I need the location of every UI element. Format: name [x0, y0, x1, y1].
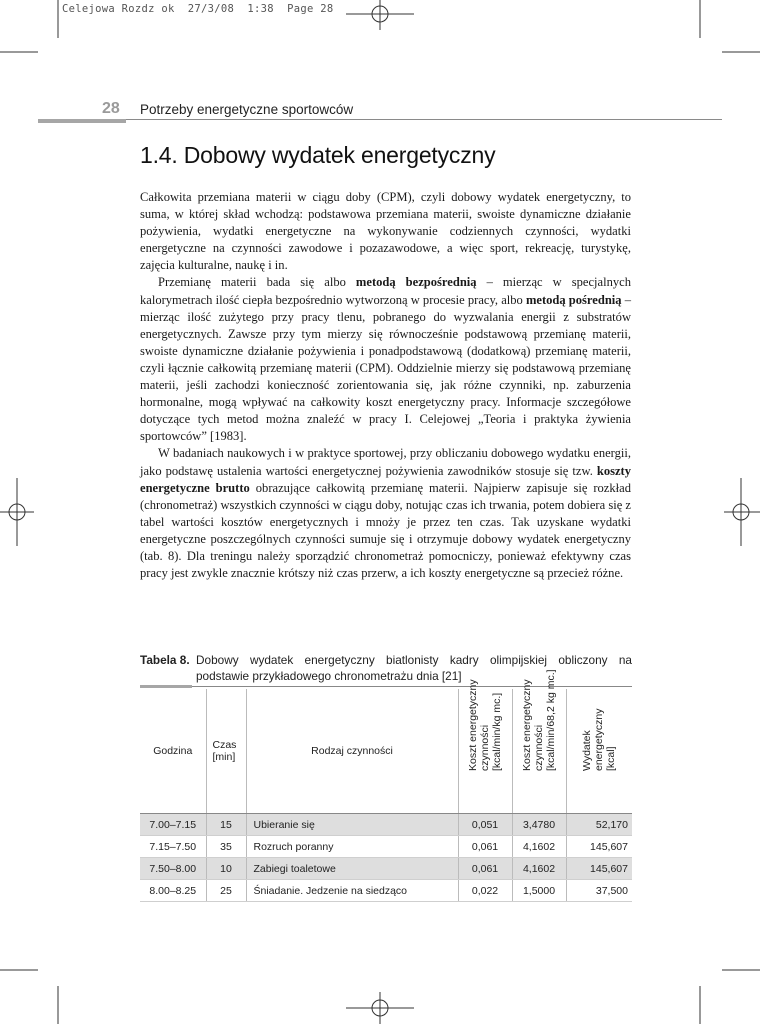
body-text: [140, 189, 631, 582]
cell-rodzaj: Rozruch poranny: [246, 836, 458, 858]
cell-czas: 35: [206, 836, 246, 858]
cell-czas: 25: [206, 880, 246, 902]
table-row: [140, 880, 632, 902]
cell-wydatek: 52,170: [566, 814, 632, 836]
term-direct-method: metodą bezpośrednią: [355, 275, 477, 290]
cell-koszt-kg: 0,061: [458, 836, 512, 858]
cell-koszt-kg: 0,061: [458, 858, 512, 880]
table-header-row: [140, 689, 632, 814]
registration-mark-bottom: [346, 992, 414, 1024]
cell-wydatek: 37,500: [566, 880, 632, 902]
running-title: Potrzeby energetyczne sportowców: [140, 102, 354, 117]
cell-wydatek: 145,607: [566, 836, 632, 858]
table-top-rule-accent: [140, 685, 192, 688]
registration-mark-top: [346, 0, 414, 30]
cell-godzina: 7.15–7.50: [140, 836, 206, 858]
term-indirect-method: metodą pośrednią: [525, 292, 622, 307]
cell-koszt-682: 4,1602: [512, 858, 566, 880]
term-gross-costs: koszty energetyczne brutto: [140, 463, 631, 495]
table-caption-label: Tabela 8.: [140, 653, 190, 667]
col-header-godzina: Godzina: [140, 689, 206, 814]
energy-expenditure-table: [140, 669, 632, 902]
cell-koszt-kg: 0,022: [458, 880, 512, 902]
cell-koszt-682: 3,4780: [512, 814, 566, 836]
table-row: [140, 836, 632, 858]
running-header: [38, 100, 722, 124]
header-rule-accent: [38, 119, 126, 123]
table-caption: [140, 653, 632, 684]
col-header-rodzaj: Rodzaj czynności: [246, 689, 458, 814]
cell-godzina: 8.00–8.25: [140, 880, 206, 902]
cell-godzina: 7.50–8.00: [140, 858, 206, 880]
print-slug-line: Celejowa Rozdz ok 27/3/08 1:38 Page 28: [62, 3, 334, 15]
table-row: [140, 858, 632, 880]
cell-godzina: 7.00–7.15: [140, 814, 206, 836]
cell-rodzaj: Śniadanie. Jedzenie na siedząco: [246, 880, 458, 902]
section-title: 1.4. Dobowy wydatek energetyczny: [140, 142, 496, 168]
header-rule: [126, 119, 722, 120]
cell-czas: 15: [206, 814, 246, 836]
registration-mark-left: [0, 478, 34, 546]
page-number: 28: [102, 100, 120, 117]
table-row: [140, 814, 632, 836]
col-header-koszt-682: Koszt energetyczny czynności [kcal/min/68,2 kg mc.]: [512, 689, 566, 814]
cell-koszt-682: 4,1602: [512, 836, 566, 858]
cell-rodzaj: Ubieranie się: [246, 814, 458, 836]
registration-mark-right: [724, 478, 760, 546]
cell-wydatek: 145,607: [566, 858, 632, 880]
col-header-czas: Czas [min]: [206, 689, 246, 814]
paragraph-2: Przemianę materii bada się albo metodą bezpośrednią – mierząc w specjalnych kalorymetrach ilość ciepła bezpośrednio wytworzoną w procesie pracy, albo metodą pośrednią – mierząc ilość zużytego przy pracy tlenu, pobranego do wyzwalania energii z substratów energetycznych. Zawsze przy tym mierzy się równocześnie podstawową przemianę materii, swoiste dynamiczne działanie pożywienia i ponadpodstawową (dodatkową) przemianę materii, czyli łącznie całkowitą przemianę materii (CPM). Oddzielnie mierzy się podstawową przemianę materii, jeśli zachodzi konieczność zorientowania się, jak różne czynniki, np. zaburzenia hormonalne, mogą wpływać na całkowity koszt energetyczny pracy. Informacje szczegółowe dotyczące tych metod można znaleźć w pracy I. Celejowej „Teoria i praktyka żywienia sportowców” [1983].: [140, 275, 631, 444]
col-header-wydatek: Wydatek energetyczny [kcal]: [566, 689, 632, 814]
cell-koszt-682: 1,5000: [512, 880, 566, 902]
paragraph-3: W badaniach naukowych i w praktyce sportowej, przy obliczaniu dobowego wydatku energii, jako podstawę ustalenia wartości energetycznej pożywienia zawodników stosuje się tzw. koszty energetyczne brutto obrazujące całkowitą przemianę materii. Najpierw zapisuje się rozkład (chronometraż) wszystkich czynności w ciągu doby, notując czas ich trwania, potem dobiera się z tabel wartości kosztów energetycznych i mnoży je przez ten czas. Tak uzyskane wydatki energetyczne poszczególnych czynności sumuje się i otrzymuje dobowy wydatek energetyczny (tab. 8). Dla treningu należy sporządzić chronometraż pomocniczy, ponieważ efektywny czas pracy jest zwykle znacznie krótszy niż czas przerw, a ich koszty energetyczne są przecież różne.: [140, 446, 631, 581]
table-caption-text: Dobowy wydatek energetyczny biatlonisty kadry olimpijskiej obliczony na podstawie przykładowego chronometrażu dnia [21]: [196, 653, 632, 683]
cell-koszt-kg: 0,051: [458, 814, 512, 836]
col-header-koszt-kg: Koszt energetyczny czynności [kcal/min/kg mc.]: [458, 689, 512, 814]
cell-czas: 10: [206, 858, 246, 880]
cell-rodzaj: Zabiegi toaletowe: [246, 858, 458, 880]
paragraph-1: Całkowita przemiana materii w ciągu doby (CPM), czyli dobowy wydatek energetyczny, to suma, w której skład wchodzą: podstawowa przemiana materii, swoiste dynamiczne działanie pożywienia, wydatki energetyczne na wykonywanie codziennych czynności, wydatki energetyczne na czynności zawodowe i pozazawodowe, a więc sport, rekreację, turystykę, zajęcia kulturalne, naukę i in.: [140, 190, 631, 273]
table-top-rule: [140, 686, 632, 687]
